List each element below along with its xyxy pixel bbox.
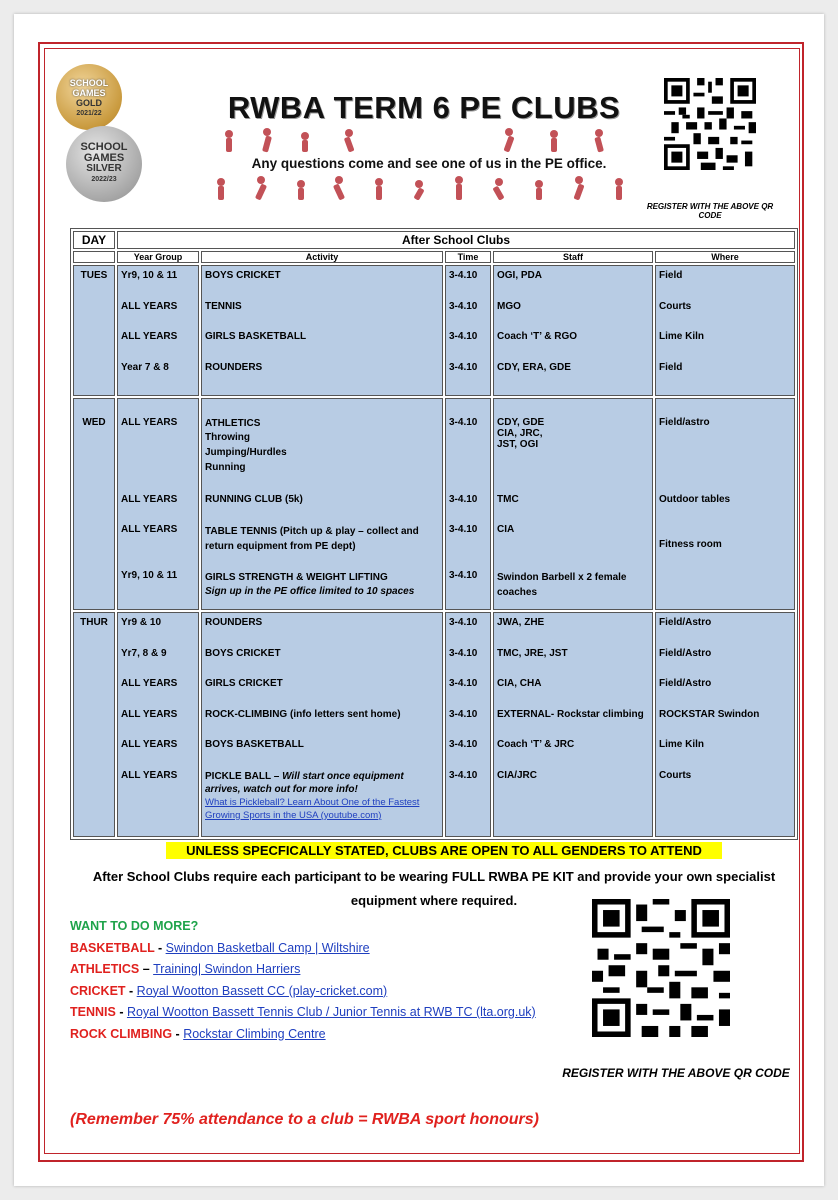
document-page [14,14,824,1186]
more-item-rock-climbing: ROCK CLIMBING - Rockstar Climbing Centre [70,1026,326,1041]
wed-where: Field/astro Outdoor tables Fitness room [655,398,795,611]
col-staff: Staff [493,251,653,263]
qr-code-bottom[interactable] [592,899,730,1037]
qr-code-bottom-graphic [592,899,730,1037]
wed-activities: ATHLETICS Throwing Jumping/Hurdles Running RUNNING CLUB (5k) TABLE TENNIS (Pitch up & play – collect and return equipment from PE dept) GIRLS STRENGTH & WEIGHT LIFTING Sign up in the PE office limited to 10 spaces [201,398,443,611]
tues-activities: BOYS CRICKET TENNIS GIRLS BASKETBALL ROUNDERS [201,265,443,395]
basketball-link[interactable]: Swindon Basketball Camp | Wiltshire [165,940,370,955]
genders-notice: UNLESS SPECFICALLY STATED, CLUBS ARE OPEN TO ALL GENDERS TO ATTEND [166,842,722,859]
more-item-cricket: CRICKET - Royal Wootton Bassett CC (play-cricket.com) [70,983,388,998]
more-item-basketball: BASKETBALL - Swindon Basketball Camp | Wiltshire [70,940,370,955]
thur-year-groups: Yr9 & 10 Yr7, 8 & 9 ALL YEARS ALL YEARS ALL YEARS ALL YEARS [117,612,199,837]
tues-year-groups: Yr9, 10 & 11 ALL YEARS ALL YEARS Year 7 & 8 [117,265,199,395]
wednesday-row [73,398,795,611]
wed-staff: CDY, GDE CIA, JRC, JST, OGI TMC CIA Swindon Barbell x 2 female coaches [493,398,653,611]
athletics-link[interactable]: Training| Swindon Harriers [153,962,301,976]
day-wed: WED [73,398,115,611]
page-title: RWBA TERM 6 PE CLUBS [227,90,621,125]
athletics-staff: CDY, GDE CIA, JRC, JST, OGI [497,416,545,450]
col-time: Time [445,251,491,263]
more-item-tennis: TENNIS - Royal Wootton Bassett Tennis Club / Junior Tennis at RWB TC (lta.org.uk) [70,1005,536,1019]
cricket-link[interactable]: Royal Wootton Bassett CC (play-cricket.com) [136,983,388,998]
tennis-link[interactable]: Royal Wootton Bassett Tennis Club / Junior Tennis at RWB TC (lta.org.uk) [126,1005,536,1019]
thur-activities: ROUNDERS BOYS CRICKET GIRLS CRICKET ROCK-CLIMBING (info letters sent home) BOYS BASKETBALL PICKLE BALL – Will start once equipment arrives, watch out for more info! What is Pickleball? Learn About One of the Fastest Growing Sports in the USA (youtube.com) [201,612,443,837]
col-where: Where [655,251,795,263]
col-year-group: Year Group [117,251,199,263]
wed-year-groups: ALL YEARS ALL YEARS ALL YEARS Yr9, 10 & 11 [117,398,199,611]
pickleball-block: PICKLE BALL – Will start once equipment arrives, watch out for more info! What is Pickleball? Learn About One of the Fastest Growing Sports in the USA (youtube.com) [205,770,420,821]
more-item-athletics: ATHLETICS – Training| Swindon Harriers [70,962,301,976]
column-header-row [73,251,795,263]
rock-climbing-link[interactable]: Rockstar Climbing Centre [183,1026,326,1041]
day-thur: THUR [73,612,115,837]
thursday-row [73,612,795,837]
want-to-do-more-section [70,916,590,1045]
tues-times: 3-4.10 3-4.10 3-4.10 3-4.10 [445,265,491,395]
wed-times: 3-4.10 3-4.10 3-4.10 3-4.10 [445,398,491,611]
qr-code-top-graphic [664,78,756,170]
after-school-clubs-table [70,228,798,840]
sport-honours-reminder: (Remember 75% attendance to a club = RWBA sport honours) [70,1111,539,1128]
day-header: DAY [73,231,115,249]
tues-where: Field Courts Lime Kiln Field [655,265,795,395]
school-games-gold-badge: SCHOOL GAMES GOLD 2021/22 [56,64,122,130]
thur-where: Field/Astro Field/Astro Field/Astro ROCKSTAR Swindon Lime Kiln Courts [655,612,795,837]
day-subheader-empty [73,251,115,263]
thur-times: 3-4.10 3-4.10 3-4.10 3-4.10 3-4.10 3-4.10 [445,612,491,837]
thur-staff: JWA, ZHE TMC, JRE, JST CIA, CHA EXTERNAL- Rockstar climbing Coach ‘T’ & JRC CIA/JRC [493,612,653,837]
pickleball-video-link[interactable]: What is Pickleball? Learn About One of the Fastest Growing Sports in the USA (youtube.com) [205,796,420,821]
kit-requirement-text: After School Clubs require each participant to be wearing FULL RWBA PE KIT and provide your own specialist equipment where required. [92,869,776,908]
tues-staff: OGI, PDA MGO Coach ‘T’ & RGO CDY, ERA, GDE [493,265,653,395]
qr-code-top[interactable] [664,78,756,170]
school-games-silver-badge: SCHOOL GAMES SILVER 2022/23 [66,126,142,202]
col-activity: Activity [201,251,443,263]
athletics-block: ATHLETICS Throwing Jumping/Hurdles Running [205,417,287,473]
page-subtitle: Any questions come and see one of us in the PE office. [179,156,679,171]
day-tues: TUES [73,265,115,395]
clubs-header: After School Clubs [117,231,795,249]
want-to-do-more-heading: WANT TO DO MORE? [70,919,199,933]
qr-caption-bottom: REGISTER WITH THE ABOVE QR CODE [562,1066,790,1080]
qr-caption-top: REGISTER WITH THE ABOVE QR CODE [646,202,774,220]
tuesday-row [73,265,795,395]
table-header-row [73,231,795,249]
